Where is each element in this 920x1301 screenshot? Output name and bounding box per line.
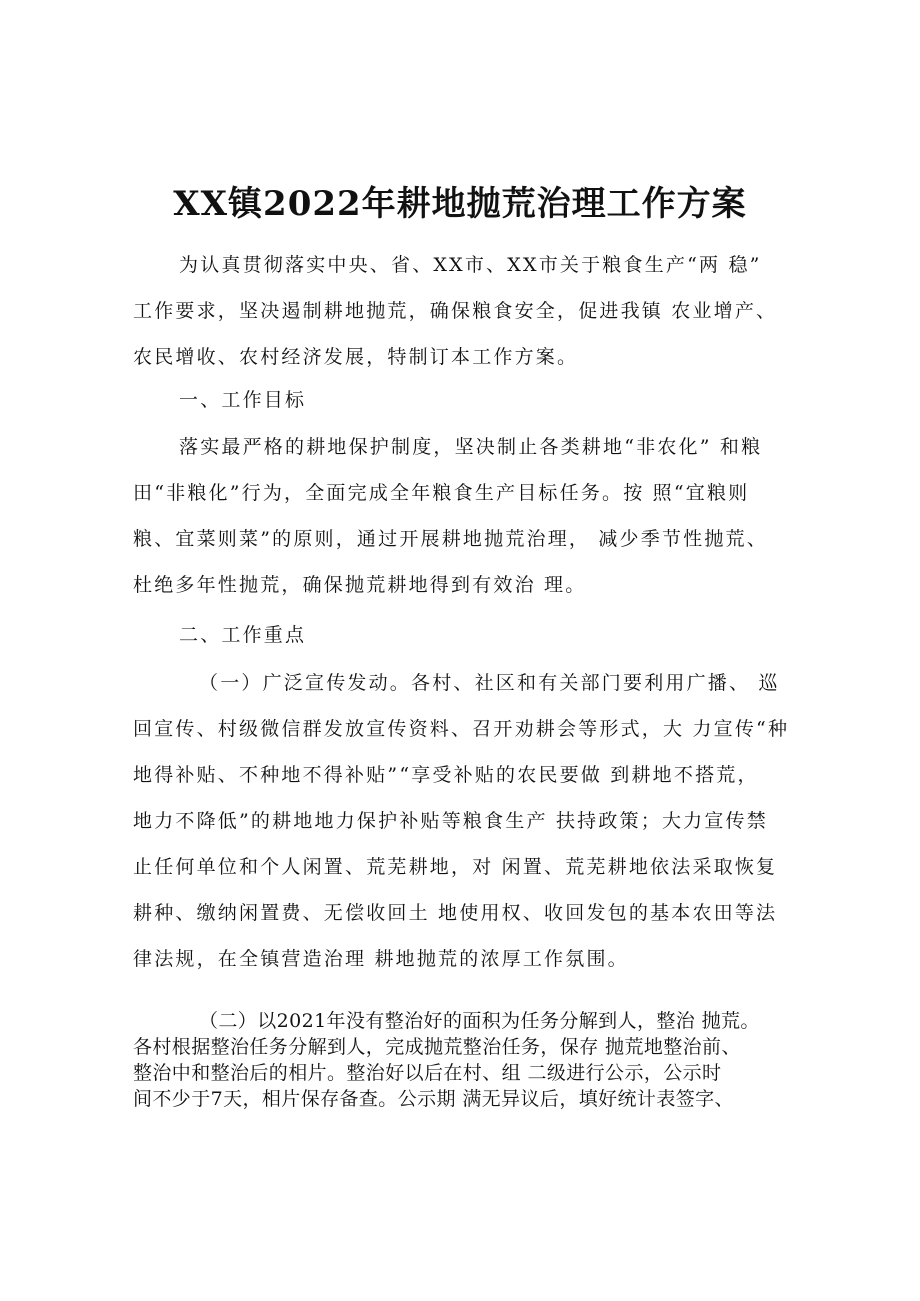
text-line: 农民增收、农村经济发展，特制订本工作方案。 <box>133 346 579 368</box>
text-line: 杜绝多年性抛荒，确保抛荒耕地得到有效治 理。 <box>133 574 587 596</box>
text-line: 各村根据整治任务分解到人，完成抛荒整治任务，保存 抛荒地整治前、 <box>133 1036 741 1058</box>
document-title: XX镇2022年耕地抛荒治理工作方案 <box>173 184 747 224</box>
focus-item-2-paragraph <box>133 1008 813 1112</box>
text-line: （二）以2021年没有整治好的面积为任务分解到人，整治 抛荒。 <box>199 1010 760 1032</box>
text-line: （一）广泛宣传发动。各村、社区和有关部门要利用广播、 巡 <box>199 672 780 694</box>
section-heading-text: 一、工作目标 <box>179 389 307 411</box>
text-line: 工作要求，坚决遏制耕地抛荒，确保粮食安全，促进我镇 农业增产、 <box>133 300 778 322</box>
text-line: 止任何单位和个人闲置、荒芜耕地，对 闲置、荒芜耕地依法采取恢复 <box>133 856 778 878</box>
text-line: 田“非粮化”行为，全面完成全年粮食生产目标任务。按 照“宜粮则 <box>133 482 750 504</box>
section-heading-goals <box>133 377 793 423</box>
text-line: 地得补贴、不种地不得补贴”“享受补贴的农民要做 到耕地不搭荒， <box>133 764 759 786</box>
section-heading-focus <box>133 612 793 658</box>
intro-paragraph <box>133 242 793 380</box>
goals-paragraph <box>133 424 793 608</box>
text-line: 律法规，在全镇营造治理 耕地抛荒的浓厚工作氛围。 <box>133 948 629 970</box>
text-line: 落实最严格的耕地保护制度，坚决制止各类耕地“非农化” 和粮 <box>179 436 763 458</box>
focus-item-1-paragraph <box>133 660 793 982</box>
text-line: 间不少于7天，相片保存备查。公示期 满无异议后，填好统计表签字、 <box>133 1088 734 1110</box>
text-line: 耕种、缴纳闲置费、无偿收回土 地使用权、收回发包的基本农田等法 <box>133 902 778 924</box>
text-line: 为认真贯彻落实中央、省、XX市、XX市关于粮食生产“两 稳” <box>179 254 762 276</box>
section-heading-text: 二、工作重点 <box>179 624 307 646</box>
text-line: 回宣传、村级微信群发放宣传资料、召开劝耕会等形式，大 力宣传“种 <box>133 718 790 740</box>
text-line: 粮、宜菜则菜”的原则，通过开展耕地抛荒治理， 减少季节性抛荒、 <box>133 528 768 550</box>
text-line: 整治中和整治后的相片。整治好以后在村、组 二级进行公示，公示时 <box>133 1062 722 1084</box>
text-line: 地力不降低”的耕地地力保护补贴等粮食生产 扶持政策；大力宣传禁 <box>133 810 768 832</box>
